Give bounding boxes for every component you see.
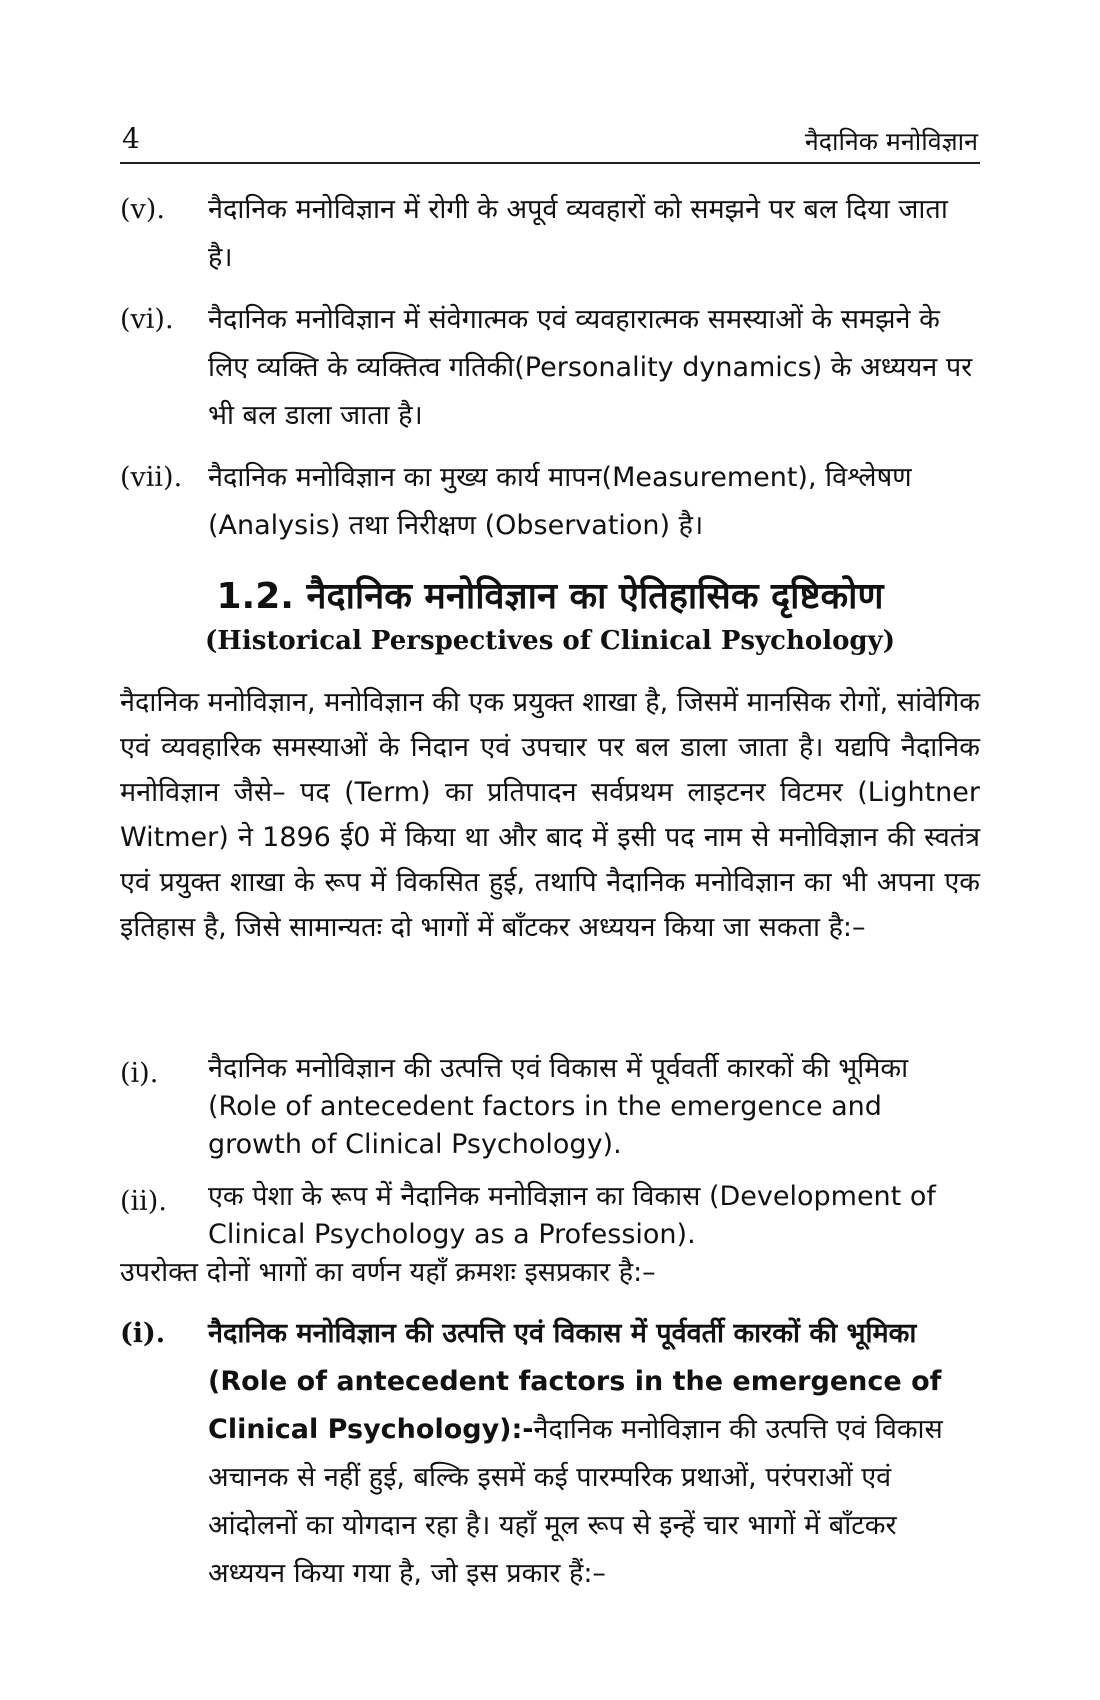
list-item-text: एक पेशा के रूप में नैदानिक मनोविज्ञान का विकास (Development of Clinical Psychology as a Profession). [208, 1181, 936, 1250]
list-item-text: नैदानिक मनोविज्ञान में संवेगात्मक एवं व्यवहारात्मक समस्याओं के समझने के लिए व्यक्ति के व्यक्तित्व गतिकी(Personality dynamics) के अध्ययन पर भी बल डाला जाता है। [208, 304, 973, 431]
section-title: 1.2. नैदानिक मनोविज्ञान का ऐतिहासिक दृष्टिकोण [216, 576, 884, 617]
list-item-text: नैदानिक मनोविज्ञान का मुख्य कार्य मापन(Measurement), विश्लेषण (Analysis) तथा निरीक्षण (Observation) है। [208, 462, 912, 541]
list-item-number: (i). [120, 1058, 159, 1089]
top-list [120, 186, 980, 564]
list-item [120, 186, 980, 282]
list-item-number: (vi). [120, 304, 174, 335]
list-item-text: नैदानिक मनोविज्ञान की उत्पत्ति एवं विकास में पूर्ववर्ती कारकों की भूमिका (Role of antecedent factors in the emergence and growth of Clinical Psychology). [208, 1053, 909, 1160]
list-item [120, 454, 980, 550]
page-number: 4 [122, 122, 140, 155]
page-header [120, 118, 980, 164]
list-item [120, 296, 980, 440]
intro-line: उपरोक्त दोनों भागों का वर्णन यहाँ क्रमशः इसप्रकार है:– [120, 1257, 656, 1288]
middle-list [120, 1050, 980, 1268]
list-item-number: (vii). [120, 462, 183, 493]
list-item-bold-lead: नैदानिक मनोविज्ञान की उत्पत्ति एवं विकास में पूर्ववर्ती कारकों की भूमिका (Role of antecedent factors in the emergence of Clinical Psychology):- [208, 1318, 942, 1445]
body-paragraph: नैदानिक मनोविज्ञान, मनोविज्ञान की एक प्रयुक्त शाखा है, जिसमें मानसिक रोगों, सांवेगिक एवं व्यवहारिक समस्याओं के निदान एवं उपचार पर बल डाला जाता है। यद्यपि नैदानिक मनोविज्ञान जैसे– पद (Term) का प्रतिपादन सर्वप्रथम लाइटनर विटमर (Lightner Witmer) ने 1896 ई0 में किया था और बाद में इसी पद नाम से मनोविज्ञान की स्वतंत्र एवं प्रयुक्त शाखा के रूप में विकसित हुई, तथापि नैदानिक मनोविज्ञान का भी अपना एक इतिहास है, जिसे सामान्यतः दो भागों में बाँटकर अध्ययन किया जा सकता है:– [120, 687, 981, 943]
list-item-number: (i). [120, 1318, 166, 1349]
section-heading [120, 572, 980, 660]
final-list [120, 1310, 980, 1612]
list-item-body: नैदानिक मनोविज्ञान की उत्पत्ति एवं विकास अचानक से नहीं हुई, बल्कि इसमें कई पारम्परिक प्रथाओं, परंपराओं एवं आंदोलनों का योगदान रहा है। यहाँ मूल रूप से इन्हें चार भागों में बाँटकर अध्ययन किया गया है, जो इस प्रकार हैं:– [208, 1414, 943, 1589]
list-item [120, 1178, 980, 1254]
list-item [120, 1310, 980, 1598]
list-item-number: (v). [120, 194, 165, 225]
list-item-number: (ii). [120, 1186, 167, 1217]
list-item-text [208, 1310, 980, 1598]
list-item [120, 1050, 980, 1164]
list-item-text: नैदानिक मनोविज्ञान में रोगी के अपूर्व व्यवहारों को समझने पर बल दिया जाता है। [208, 194, 948, 273]
section-subtitle: (Historical Perspectives of Clinical Psychology) [204, 626, 895, 656]
running-title: नैदानिक मनोविज्ञान [804, 127, 978, 156]
